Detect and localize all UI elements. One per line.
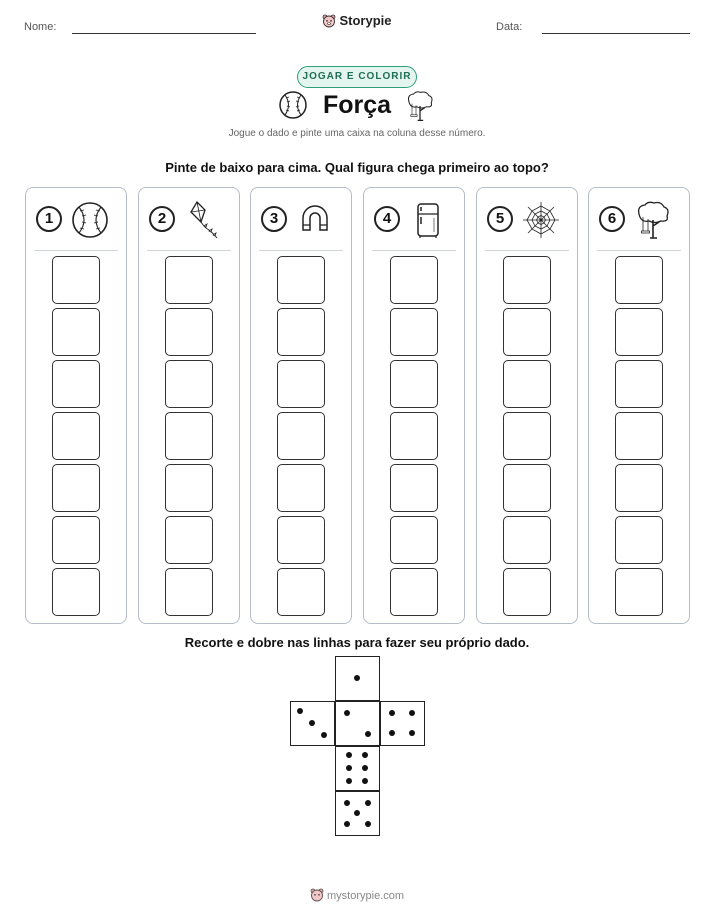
color-box[interactable] [615, 568, 663, 616]
column-2 [138, 187, 240, 624]
color-box[interactable] [52, 412, 100, 460]
dice-face-4 [380, 701, 425, 746]
color-box[interactable] [52, 516, 100, 564]
color-box[interactable] [615, 516, 663, 564]
dice-face-1 [335, 656, 380, 701]
storypie-logo [0, 13, 714, 31]
color-box[interactable] [277, 308, 325, 356]
date-label: Data: [496, 21, 523, 33]
color-box[interactable] [277, 360, 325, 408]
color-box[interactable] [52, 360, 100, 408]
column-divider [485, 250, 569, 251]
subtitle: Jogue o dado e pinte uma caixa na coluna desse número. [228, 128, 486, 139]
dice-pip [309, 720, 315, 726]
tree-swing-icon [633, 200, 673, 240]
dice-pip [365, 731, 371, 737]
column-number: 1 [36, 206, 62, 232]
dice-pip [321, 732, 327, 738]
column-divider [372, 250, 456, 251]
color-box[interactable] [615, 360, 663, 408]
footer [0, 888, 714, 902]
color-box[interactable] [615, 464, 663, 512]
column-header [26, 200, 126, 240]
color-box[interactable] [390, 308, 438, 356]
column-number: 3 [261, 206, 287, 232]
column-divider [147, 250, 231, 251]
color-box[interactable] [503, 516, 551, 564]
magnet-icon [295, 200, 335, 240]
column-header [139, 200, 239, 240]
page-title: Força [322, 91, 392, 119]
column-header [589, 200, 689, 240]
column-divider [259, 250, 343, 251]
column-divider [34, 250, 118, 251]
color-box[interactable] [503, 360, 551, 408]
dice-pip [365, 800, 371, 806]
color-box[interactable] [277, 412, 325, 460]
column-1 [25, 187, 127, 624]
column-number: 2 [149, 206, 175, 232]
dice-pip [365, 821, 371, 827]
color-box[interactable] [503, 464, 551, 512]
tree-swing-icon [404, 90, 436, 122]
color-box[interactable] [277, 256, 325, 304]
column-header [477, 200, 577, 240]
dice-instruction: Recorte e dobre nas linhas para fazer seu próprio dado. [184, 635, 530, 650]
color-box[interactable] [52, 308, 100, 356]
dice-pip [409, 710, 415, 716]
color-box[interactable] [165, 568, 213, 616]
color-box[interactable] [503, 308, 551, 356]
color-box[interactable] [165, 464, 213, 512]
color-box[interactable] [390, 412, 438, 460]
dice-pip [389, 730, 395, 736]
bear-logo-icon [322, 14, 336, 28]
dice-pip [354, 675, 360, 681]
refrigerator-icon [408, 200, 448, 240]
activity-badge: JOGAR E COLORIR [297, 66, 417, 88]
column-3 [250, 187, 352, 624]
instruction: Pinte de baixo para cima. Qual figura chega primeiro ao topo? [165, 160, 549, 175]
dice-pip [362, 752, 368, 758]
name-label: Nome: [24, 21, 57, 33]
dice-face-6 [335, 746, 380, 791]
logo-text: Storypie [339, 13, 392, 28]
column-4 [363, 187, 465, 624]
dice-pip [344, 821, 350, 827]
color-box[interactable] [165, 412, 213, 460]
dice-face-5 [335, 791, 380, 836]
color-box[interactable] [52, 568, 100, 616]
dice-pip [346, 778, 352, 784]
dice-pip [354, 810, 360, 816]
color-box[interactable] [390, 256, 438, 304]
color-box[interactable] [390, 516, 438, 564]
color-box[interactable] [503, 412, 551, 460]
column-number: 5 [487, 206, 513, 232]
dice-pip [346, 765, 352, 771]
color-box[interactable] [165, 308, 213, 356]
dice-pip [409, 730, 415, 736]
color-box[interactable] [615, 308, 663, 356]
spiderweb-icon [521, 200, 561, 240]
color-box[interactable] [390, 568, 438, 616]
dice-pip [344, 710, 350, 716]
color-box[interactable] [390, 360, 438, 408]
footer-url: mystorypie.com [327, 890, 405, 902]
column-number: 6 [599, 206, 625, 232]
color-box[interactable] [165, 516, 213, 564]
column-number: 4 [374, 206, 400, 232]
dice-face-2 [335, 701, 380, 746]
color-box[interactable] [52, 464, 100, 512]
column-header [251, 200, 351, 240]
column-5 [476, 187, 578, 624]
color-box[interactable] [390, 464, 438, 512]
color-box[interactable] [277, 516, 325, 564]
dice-pip [346, 752, 352, 758]
dice-face-3 [290, 701, 335, 746]
baseball-icon [70, 200, 110, 240]
dice-pip [297, 708, 303, 714]
name-line[interactable] [72, 33, 256, 34]
color-box[interactable] [615, 412, 663, 460]
column-divider [597, 250, 681, 251]
color-box[interactable] [52, 256, 100, 304]
bear-logo-icon [310, 888, 324, 902]
column-6 [588, 187, 690, 624]
color-box[interactable] [503, 256, 551, 304]
color-box[interactable] [165, 360, 213, 408]
column-header [364, 200, 464, 240]
color-box[interactable] [615, 256, 663, 304]
date-line[interactable] [542, 33, 690, 34]
dice-pip [389, 710, 395, 716]
dice-pip [362, 778, 368, 784]
kite-icon [183, 200, 223, 240]
dice-pip [344, 800, 350, 806]
color-box[interactable] [503, 568, 551, 616]
color-box[interactable] [277, 568, 325, 616]
color-box[interactable] [165, 256, 213, 304]
color-box[interactable] [277, 464, 325, 512]
dice-pip [362, 765, 368, 771]
